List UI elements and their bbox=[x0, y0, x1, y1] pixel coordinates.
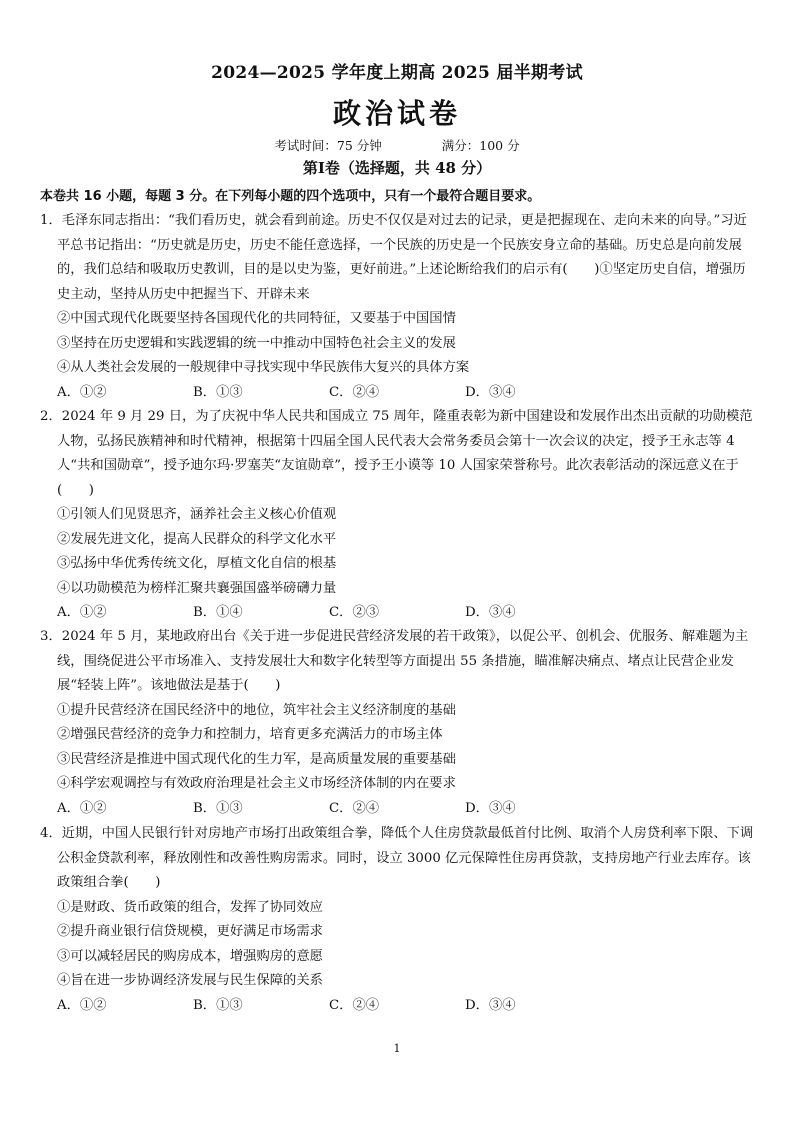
answer-choices bbox=[40, 797, 755, 822]
choice-b: B．①③ bbox=[193, 997, 243, 1013]
choice-a: A．①② bbox=[57, 997, 107, 1013]
choice-d: D．③④ bbox=[465, 800, 516, 816]
page-number: 1 bbox=[393, 1042, 401, 1055]
question-option: ④以功勋模范为榜样汇聚共襄强国盛举磅礴力量 bbox=[57, 580, 337, 596]
question-stem: 4．近期，中国人民银行针对房地产市场打出政策组合拳，降低个人住房贷款最低首付比例、取消个人房贷利率下限、下调公积金贷款利率，释放刚性和改善性购房需求。同时，设立 3000 亿元保障性住房再贷款，支持房地产行业去库存。该政策组合拳( ) bbox=[40, 826, 754, 890]
choice-a: A．①② bbox=[57, 384, 107, 400]
question-option: ③弘扬中华优秀传统文化，厚植文化自信的根基 bbox=[57, 556, 337, 571]
question-1 bbox=[40, 209, 755, 405]
question-option: ②增强民营经济的竞争力和控制力，培育更多充满活力的市场主体 bbox=[57, 727, 443, 742]
choice-b: B．①③ bbox=[193, 384, 243, 400]
exam-subject-title: 政治试卷 bbox=[332, 97, 461, 130]
question-option: ②中国式现代化既要坚持各国现代化的共同特征，又要基于中国国情 bbox=[57, 311, 456, 326]
section-title: 第Ⅰ卷（选择题，共 48 分） bbox=[302, 159, 492, 177]
answer-choices bbox=[40, 601, 755, 626]
choice-c: C．②③ bbox=[329, 605, 380, 620]
question-option: ③坚持在历史逻辑和实践逻辑的统一中推动中国特色社会主义的发展 bbox=[57, 335, 456, 351]
question-stem: 2．2024 年 9 月 29 日，为了庆祝中华人民共和国成立 75 周年，隆重表彰为新中国建设和发展作出杰出贡献的功勋模范人物，弘扬民族精神和时代精神，根据第十四届全国人民代表大会常务委员会第十一次会议的决定，授予王永志等 4 人“共和国勋章”，授予迪尔玛·罗塞芙“友谊勋章”，授予王小谟等 10 人国家荣誉称号。此次表彰活动的深远意义在于( ) bbox=[40, 409, 753, 498]
choice-d: D．③④ bbox=[465, 384, 516, 400]
question-option: ④旨在进一步协调经济发展与民生保障的关系 bbox=[57, 973, 323, 988]
choice-a: A．①② bbox=[57, 800, 107, 816]
choice-d: D．③④ bbox=[465, 605, 516, 620]
choice-a: A．①② bbox=[57, 605, 107, 620]
question-option: ③可以减轻居民的购房成本，增强购房的意愿 bbox=[57, 948, 323, 964]
choice-d: D．③④ bbox=[465, 997, 516, 1013]
question-option: ④从人类社会发展的一般规律中寻找实现中华民族伟大复兴的具体方案 bbox=[57, 360, 470, 375]
question-stem: 3．2024 年 5 月，某地政府出台《关于进一步促进民营经济发展的若干政策》，以促公平、创机会、优服务、解难题为主线，围绕促进公平市场准入、支持发展壮大和数字化转型等方面提出 55 条措施，瞄准解决痛点、堵点让民营企业发展“轻装上阵”。该地做法是基于( ) bbox=[40, 629, 749, 693]
answer-choices bbox=[40, 994, 755, 1019]
question-3 bbox=[40, 625, 755, 821]
choice-c: C．②④ bbox=[329, 997, 380, 1013]
question-option: ②提升商业银行信贷规模，更好满足市场需求 bbox=[57, 924, 323, 939]
choice-b: B．①④ bbox=[193, 605, 243, 620]
exam-header-title: 2024—2025 学年度上期高 2025 届半期考试 bbox=[211, 63, 583, 83]
exam-time: 考试时间：75 分钟 bbox=[274, 138, 382, 153]
question-2 bbox=[40, 405, 755, 626]
choice-b: B．①③ bbox=[193, 800, 243, 816]
question-option: ①引领人们见贤思齐，涵养社会主义核心价值观 bbox=[57, 507, 337, 522]
question-option: ①是财政、货币政策的组合，发挥了协同效应 bbox=[57, 899, 323, 915]
question-option: ②发展先进文化，提高人民群众的科学文化水平 bbox=[57, 531, 337, 547]
question-option: ③民营经济是推进中国式现代化的生力军，是高质量发展的重要基础 bbox=[57, 751, 456, 767]
question-option: ①提升民营经济在国民经济中的地位，筑牢社会主义经济制度的基础 bbox=[57, 702, 456, 718]
question-4 bbox=[40, 822, 755, 1018]
question-option: ④科学宏观调控与有效政府治理是社会主义市场经济体制的内在要求 bbox=[57, 776, 456, 791]
exam-score: 满分：100 分 bbox=[441, 138, 520, 153]
section-instructions: 本卷共 16 小题，每题 3 分。在下列每小题的四个选项中，只有一个最符合题目要求。 bbox=[40, 189, 541, 204]
answer-choices bbox=[40, 381, 755, 406]
choice-c: C．②④ bbox=[329, 384, 380, 400]
question-stem: 1．毛泽东同志指出：“我们看历史，就会看到前途。历史不仅仅是对过去的记录，更是把握现在、走向未来的向导。”习近平总书记指出：“历史就是历史，历史不能任意选择，一个民族的历史是一个民族安身立命的基础。历史总是向前发展的，我们总结和吸取历史教训，目的是以史为鉴，更好前进。”上述论断给我们的启示有( )①坚定历史自信，增强历史主动，坚持从历史中把握当下、开辟未来 bbox=[40, 213, 747, 302]
exam-info bbox=[0, 136, 794, 154]
choice-c: C．②④ bbox=[329, 800, 380, 816]
